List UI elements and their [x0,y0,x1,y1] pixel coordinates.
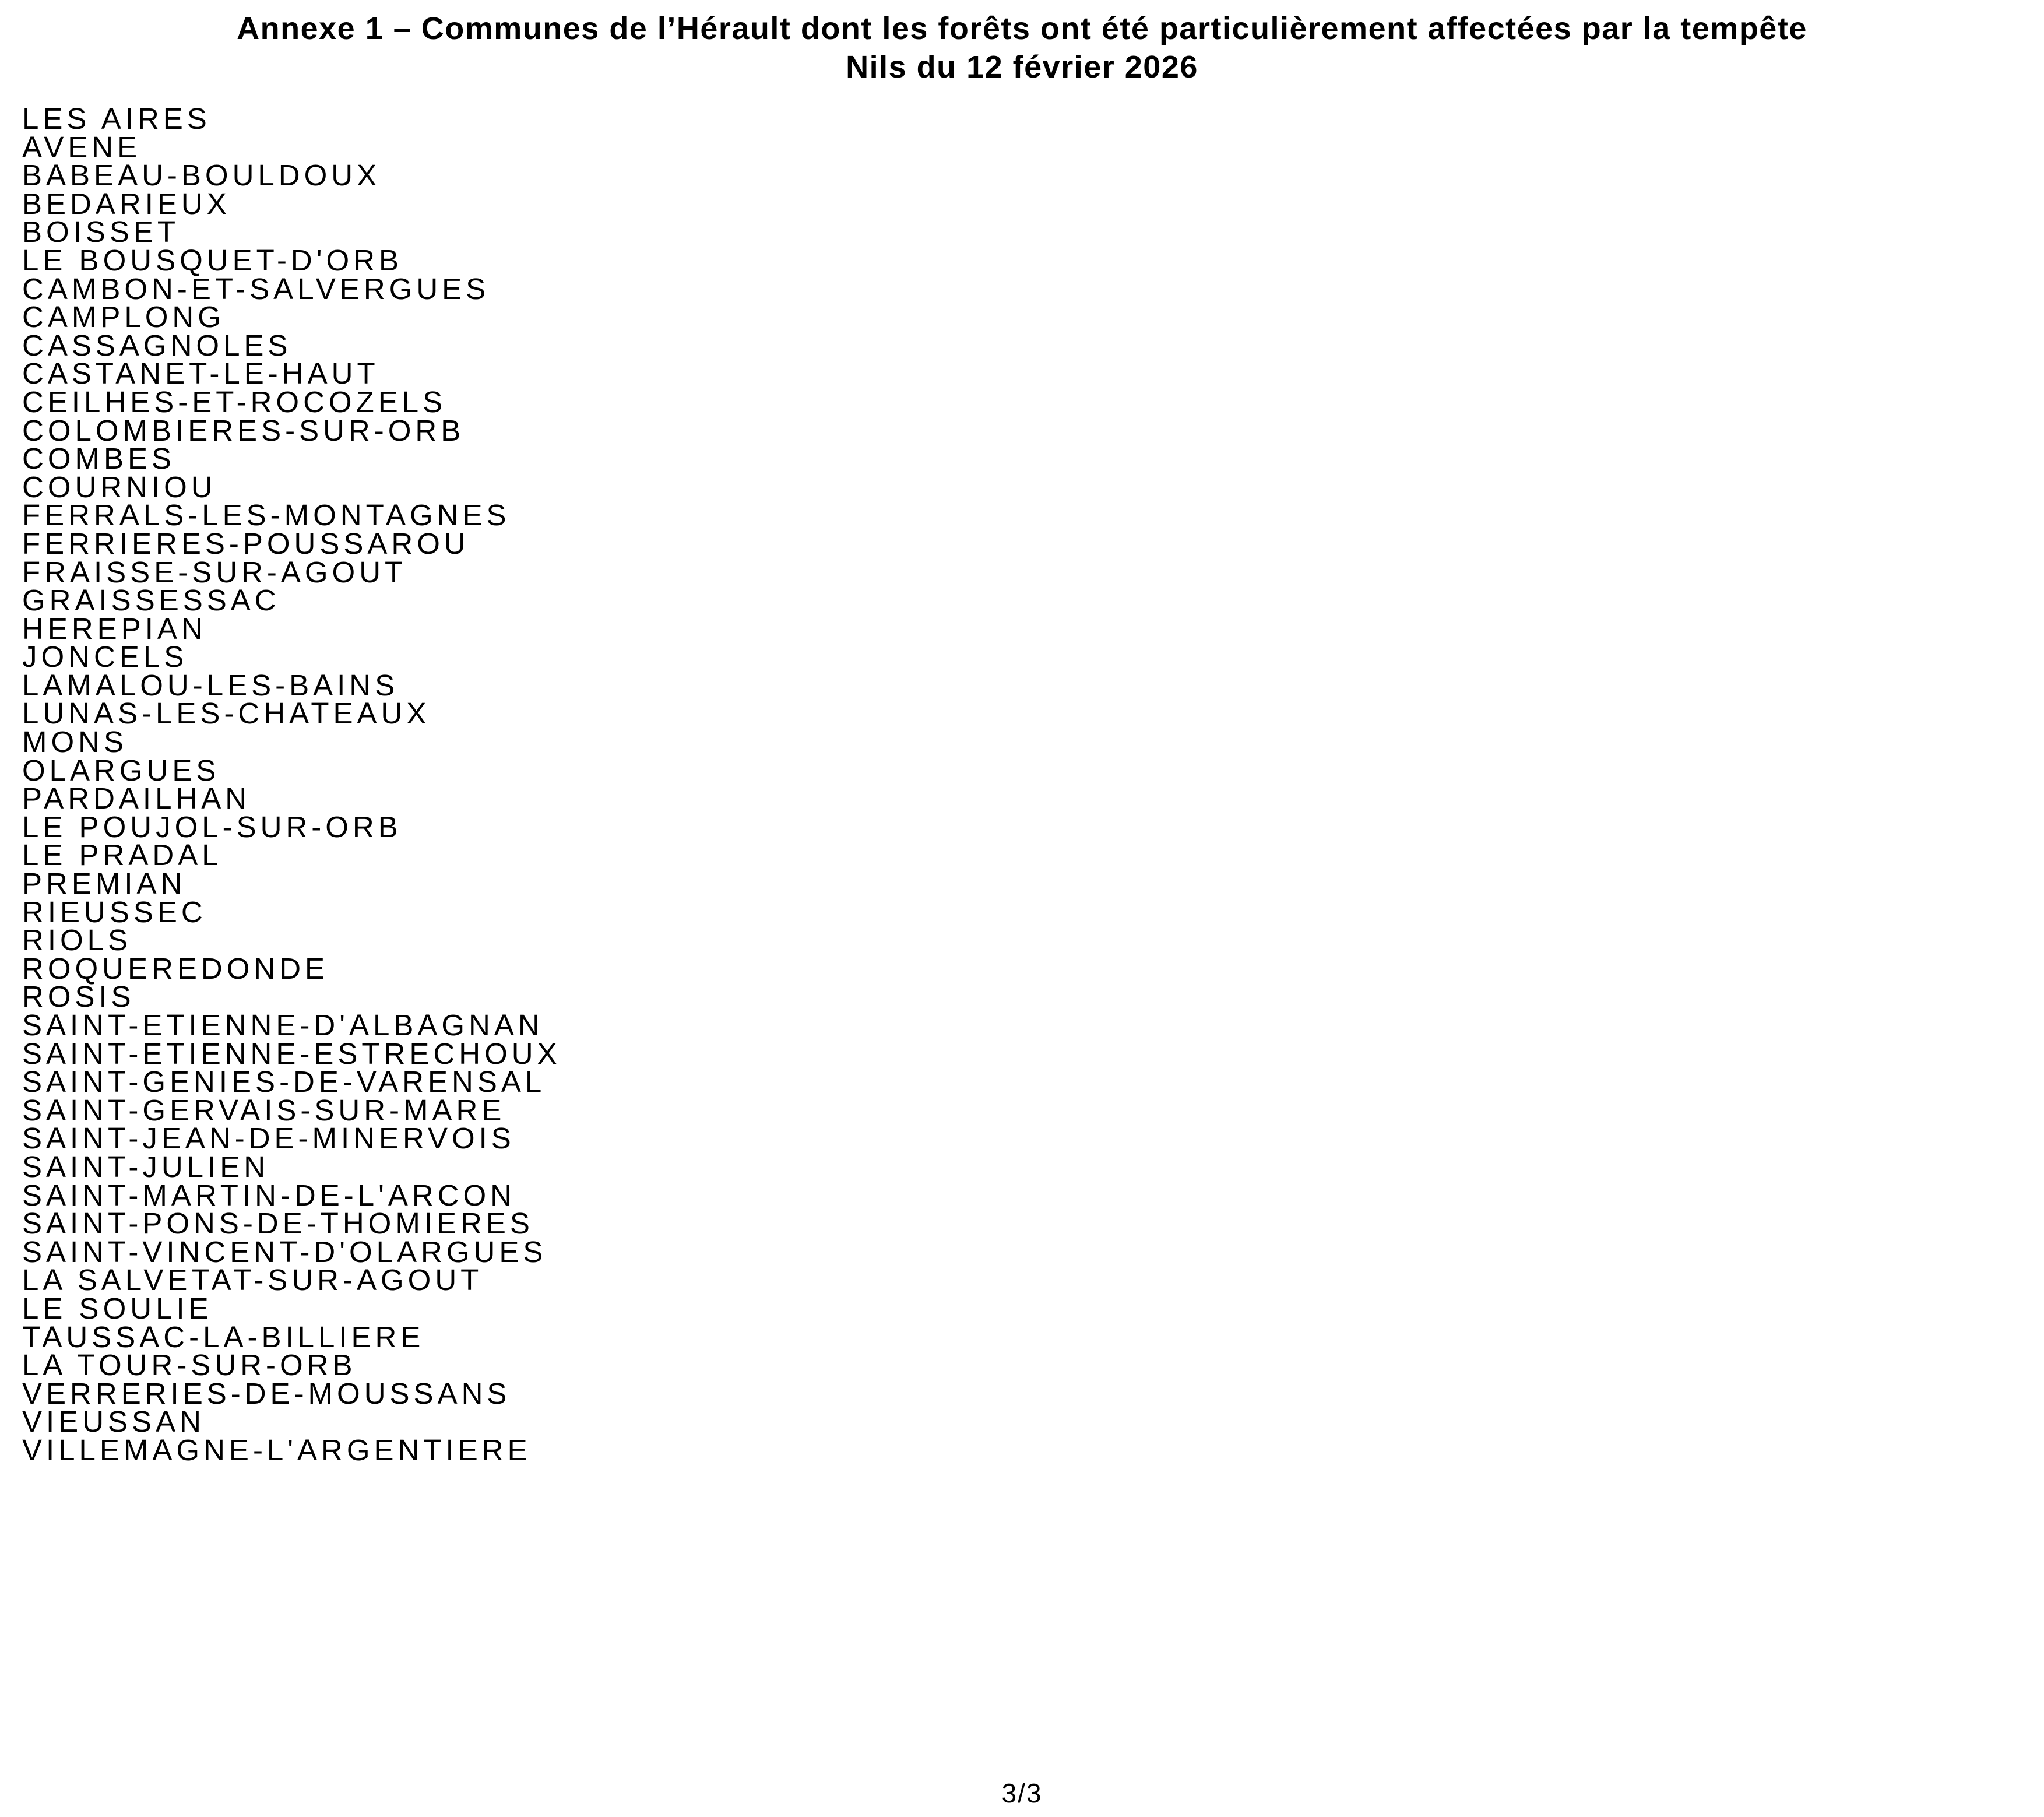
list-item: PARDAILHAN [22,782,251,816]
list-item: SAINT-ETIENNE-D'ALBAGNAN [22,1008,544,1042]
list-item: VERRERIES-DE-MOUSSANS [22,1376,511,1410]
list-item: VILLEMAGNE-L'ARGENTIERE [22,1433,532,1467]
list-item: BABEAU-BOULDOUX [22,159,381,192]
list-item: RIOLS [22,923,132,957]
list-item: GRAISSESSAC [22,584,280,617]
document-title [0,0,2044,86]
list-item: RIEUSSEC [22,895,207,929]
list-item: FRAISSE-SUR-AGOUT [22,555,407,589]
list-item: FERRALS-LES-MONTAGNES [22,498,511,532]
list-item: SAINT-PONS-DE-THOMIERES [22,1207,534,1240]
list-item: FERRIERES-POUSSAROU [22,526,470,560]
list-item: PREMIAN [22,867,187,901]
list-item: CAMPLONG [22,300,225,334]
list-item: LA SALVETAT-SUR-AGOUT [22,1263,483,1297]
list-item: BOISSET [22,215,180,249]
list-item: HEREPIAN [22,611,207,645]
list-item: SAINT-MARTIN-DE-L'ARCON [22,1178,516,1212]
list-item: LE POUJOL-SUR-ORB [22,810,402,844]
list-item: AVENE [22,130,142,164]
title-line-2: Nils du 12 février 2026 [846,50,1198,85]
list-item: CASTANET-LE-HAUT [22,357,379,391]
list-item: LE BOUSQUET-D'ORB [22,243,403,277]
list-item: LAMALOU-LES-BAINS [22,668,399,702]
list-item: COMBES [22,442,176,476]
list-item: LE PRADAL [22,838,223,872]
list-item: SAINT-JULIEN [22,1150,270,1183]
title-line-1: Annexe 1 – Communes de l’Hérault dont les forêts ont été particulièrement affectées par la tempête [237,11,1807,46]
list-item: SAINT-GENIES-DE-VARENSAL [22,1065,546,1099]
list-item: LA TOUR-SUR-ORB [22,1348,357,1382]
list-item: MONS [22,725,128,759]
list-item: TAUSSAC-LA-BILLIERE [22,1320,425,1354]
list-item: SAINT-ETIENNE-ESTRECHOUX [22,1036,561,1070]
list-item: ROSIS [22,980,135,1014]
list-item: BEDARIEUX [22,187,231,220]
list-item: CASSAGNOLES [22,328,292,362]
list-item: SAINT-VINCENT-D'OLARGUES [22,1235,547,1268]
list-item: JONCELS [22,640,188,674]
list-item: LUNAS-LES-CHATEAUX [22,697,431,730]
list-item: COLOMBIERES-SUR-ORB [22,413,465,447]
list-item: LE SOULIE [22,1291,213,1325]
list-item: ROQUEREDONDE [22,951,329,985]
list-item: CEILHES-ET-ROCOZELS [22,385,447,419]
list-item: CAMBON-ET-SALVERGUES [22,272,490,305]
list-item: OLARGUES [22,753,220,787]
list-item: VIEUSSAN [22,1405,205,1439]
list-item: SAINT-JEAN-DE-MINERVOIS [22,1122,515,1155]
list-item: COURNIOU [22,470,217,504]
page-number: 3/3 [1001,1778,1043,1808]
list-item: SAINT-GERVAIS-SUR-MARE [22,1093,506,1127]
communes-list [22,102,2044,1467]
list-item: LES AIRES [22,102,211,135]
